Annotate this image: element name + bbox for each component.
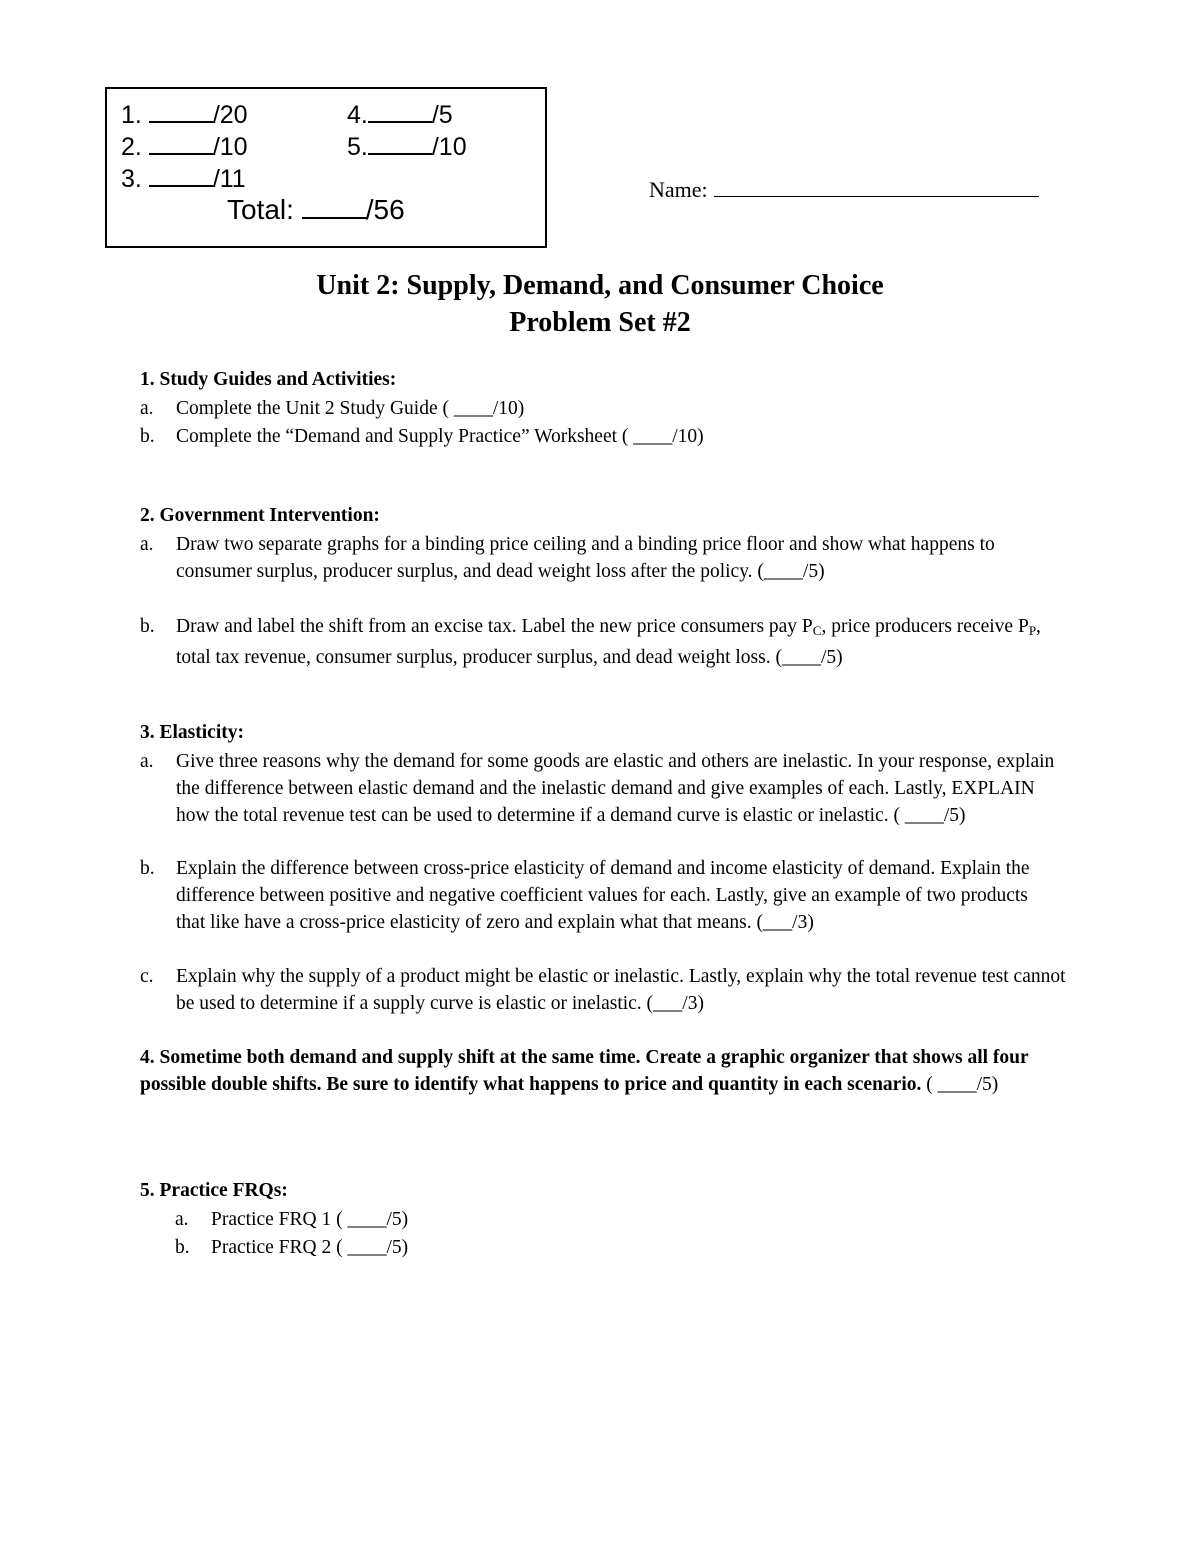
name-field: Name:: [649, 176, 1039, 203]
score-item-3: 3. /11: [121, 165, 246, 193]
total-blank[interactable]: [302, 195, 366, 219]
section-5-heading: 5. Practice FRQs:: [140, 1180, 288, 1201]
section-1-heading: 1. Study Guides and Activities:: [140, 369, 397, 390]
score-total: Total: /56: [227, 194, 405, 225]
score-box: [105, 87, 547, 248]
score-blank[interactable]: [149, 99, 213, 123]
section-2-heading: 2. Government Intervention:: [140, 505, 380, 526]
score-item-4: 4. /5: [347, 101, 453, 129]
score-item-2: 2. /10: [121, 133, 248, 161]
score-blank[interactable]: [368, 99, 432, 123]
score-item-1: 1. /20: [121, 101, 248, 129]
page-title: Unit 2: Supply, Demand, and Consumer Choice: [316, 270, 884, 301]
score-blank[interactable]: [149, 131, 213, 155]
score-item-5: 5. /10: [347, 133, 467, 161]
section-4-question: 4. Sometime both demand and supply shift at the same time. Create a graphic organizer that shows all four possible double shifts. Be sure to identify what happens to price and quantity in each scenario. ( ____/5): [140, 1047, 1029, 1095]
name-input-line[interactable]: [714, 176, 1039, 197]
section-3-heading: 3. Elasticity:: [140, 722, 244, 743]
score-blank[interactable]: [368, 131, 432, 155]
page-subtitle: Problem Set #2: [509, 307, 691, 338]
score-blank[interactable]: [149, 163, 213, 187]
